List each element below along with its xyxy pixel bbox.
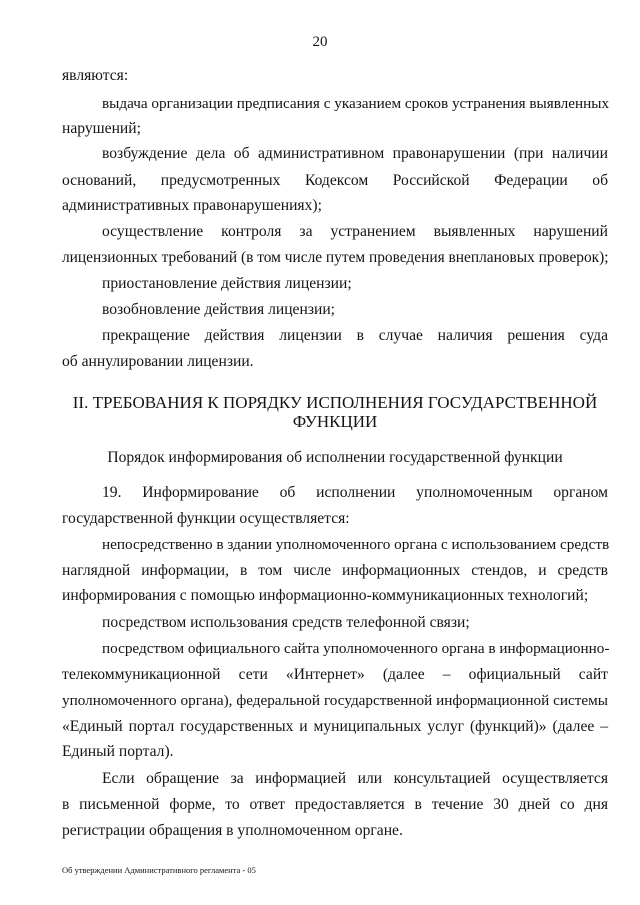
footer-text: Об утверждении Административного регламента - 05 [62, 865, 256, 875]
text-line: нарушений; [62, 120, 141, 137]
text-line: 19. Информирование об исполнении уполномоченным органом [102, 484, 608, 501]
text-line: прекращение действия лицензии в случае наличия решения суда [102, 327, 608, 344]
text-line: посредством официального сайта уполномоченного органа в информационно- [102, 640, 610, 657]
text-line: непосредственно в здании уполномоченного органа с использованием средств [102, 536, 610, 553]
text-line: уполномоченного органа), федеральной государственной информационной системы [62, 692, 608, 709]
text-line: «Единый портал государственных и муниципальных услуг (функций)» (далее – [62, 718, 608, 735]
text-line: государственной функции осуществляется: [62, 510, 350, 527]
text-line: Единый портал). [62, 743, 174, 760]
text-line: оснований, предусмотренных Кодексом Российской Федерации об [62, 172, 608, 189]
text-line: возбуждение дела об административном правонарушении (при наличии [102, 145, 608, 162]
section-heading: II. ТРЕБОВАНИЯ К ПОРЯДКУ ИСПОЛНЕНИЯ ГОСУДАРСТВЕННОЙ [72, 393, 598, 412]
text-line: наглядной информации, в том числе информационных стендов, и средств [62, 562, 608, 579]
text-line: об аннулировании лицензии. [62, 353, 254, 370]
text-line: являются: [62, 67, 129, 84]
section-heading: ФУНКЦИИ [292, 412, 378, 431]
subsection-heading: Порядок информирования об исполнении государственной функции [107, 449, 563, 466]
text-line: посредством использования средств телефонной связи; [102, 614, 470, 631]
text-line: в письменной форме, то ответ предоставляется в течение 30 дней со дня [62, 796, 608, 813]
text-line: выдача организации предписания с указанием сроков устранения выявленных [102, 95, 610, 112]
text-line: лицензионных требований (в том числе путем проведения внеплановых проверок); [62, 249, 609, 266]
text-line: осуществление контроля за устранением выявленных нарушений [102, 223, 608, 240]
text-line: телекоммуникационной сети «Интернет» (далее – официальный сайт [62, 666, 608, 683]
text-line: приостановление действия лицензии; [102, 275, 352, 292]
text-line: информирования с помощью информационно-коммуникационных технологий; [62, 587, 589, 604]
text-line: Если обращение за информацией или консультацией осуществляется [102, 770, 608, 787]
page-number: 20 [312, 34, 328, 50]
text-line: административных правонарушениях); [62, 197, 322, 214]
text-line: регистрации обращения в уполномоченном органе. [62, 822, 403, 839]
text-line: возобновление действия лицензии; [102, 301, 336, 318]
